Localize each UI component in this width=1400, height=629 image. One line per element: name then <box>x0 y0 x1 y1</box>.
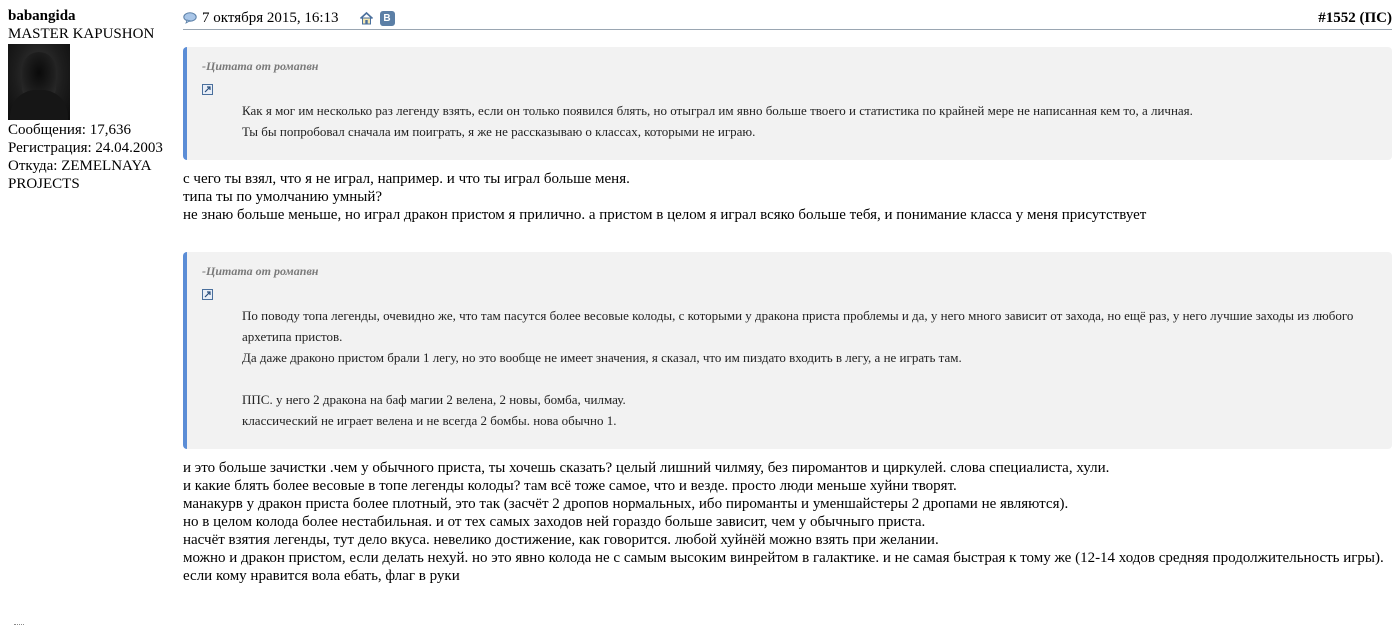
vk-icon[interactable]: В <box>380 11 395 26</box>
quote-author: -Цитата от ромапвн <box>202 264 319 278</box>
quote-line: Ты бы попробовал сначала им поиграть, я же не рассказываю о классах, которыми не играю. <box>242 124 756 139</box>
quote-block <box>183 252 1392 449</box>
post-number-link[interactable]: #1552 <box>1318 10 1356 26</box>
quote-line: ППС. у него 2 дракона на баф магии 2 велена, 2 новы, бомба, чилмау. <box>242 392 626 407</box>
post <box>183 7 1392 585</box>
quote-line: По поводу топа легенды, очевидно же, что там пасутся более весовые колоды, с которыми у дракона приста проблемы и да, у него много зависит от захода, но ещё раз, у него лучшие заходы из любого архетипа пристов. <box>242 308 1354 344</box>
post-text <box>183 459 1392 585</box>
post-line: и это больше зачистки .чем у обычного приста, ты хочешь сказать? целый лишний чилмяу, без пиромантов и циркулей. слова специалиста, хули. <box>183 460 1110 476</box>
post-line: с чего ты взял, что я не играл, например. и что ты играл больше меня. <box>183 171 630 187</box>
user-profile <box>8 7 180 193</box>
post-line: но в целом колода более нестабильная. и от тех самых заходов ней гораздо больше зависит, чем у обычныго приста. <box>183 514 926 530</box>
post-text <box>183 170 1392 224</box>
quote-line: Как я мог им несколько раз легенду взять, если он только появился блять, но отыграл им явно больше твоего и статистика по крайней мере не написанная кем то, а личная. <box>242 103 1193 118</box>
quote-line: классический не играет велена и не всегда 2 бомбы. нова обычно 1. <box>242 413 617 428</box>
goto-quote-icon[interactable] <box>202 285 213 296</box>
post-line: манакурв у дракон приста более плотный, это так (засчёт 2 дропов нормальных, ибо пироманты и уменшайстеры 2 дропами не являются). <box>183 496 1069 512</box>
quote-body <box>242 100 1378 142</box>
user-post-count: Сообщения: 17,636 <box>8 122 131 138</box>
post-line: не знаю больше меньше, но играл дракон пристом я прилично. а пристом в целом я играл всяко больше тебя, и понимание класса у меня присутствует <box>183 207 1147 223</box>
post-line: насчёт взятия легенды, тут дело вкуса. невелико достижение, как говорится. любой хуйнёй можно взять при желании. <box>183 532 939 548</box>
avatar-shoulders-shape <box>10 90 68 120</box>
user-title: MASTER KAPUSHON <box>8 26 155 42</box>
avatar[interactable] <box>8 44 70 120</box>
post-header <box>183 7 1392 30</box>
post-line: можно и дракон пристом, если делать нехуй. но это явно колода не с самым высоким винрейтом в галактике. и не самая быстрая к тому же (12-14 ходов средняя продолжительность игры). если кому нравится вола ебать, флаг в руки <box>183 550 1384 584</box>
quote-block <box>183 47 1392 160</box>
user-location: Откуда: ZEMELNAYA PROJECTS <box>8 158 151 192</box>
goto-quote-icon[interactable] <box>202 80 213 91</box>
home-icon[interactable] <box>359 11 374 26</box>
user-registered: Регистрация: 24.04.2003 <box>8 140 163 156</box>
username-link[interactable]: babangida <box>8 8 76 24</box>
quote-line: Да даже драконо пристом брали 1 легу, но это вообще не имеет значения, я сказал, что им пиздато входить в легу, а не играть там. <box>242 350 962 365</box>
quote-author: -Цитата от ромапвн <box>202 59 319 73</box>
post-date: 7 октября 2015, 16:13 <box>202 10 339 26</box>
post-tag: (ПС) <box>1359 10 1392 26</box>
post-line: типа ты по умолчанию умный? <box>183 189 383 205</box>
post-line: и какие блять более весовые в топе легенды колоды? там всё тоже самое, что и везде. просто люди меньше хуйни творят. <box>183 478 957 494</box>
message-icon <box>183 12 197 24</box>
divider <box>14 624 24 627</box>
quote-body <box>242 305 1378 431</box>
quote-spacer <box>242 368 1378 389</box>
